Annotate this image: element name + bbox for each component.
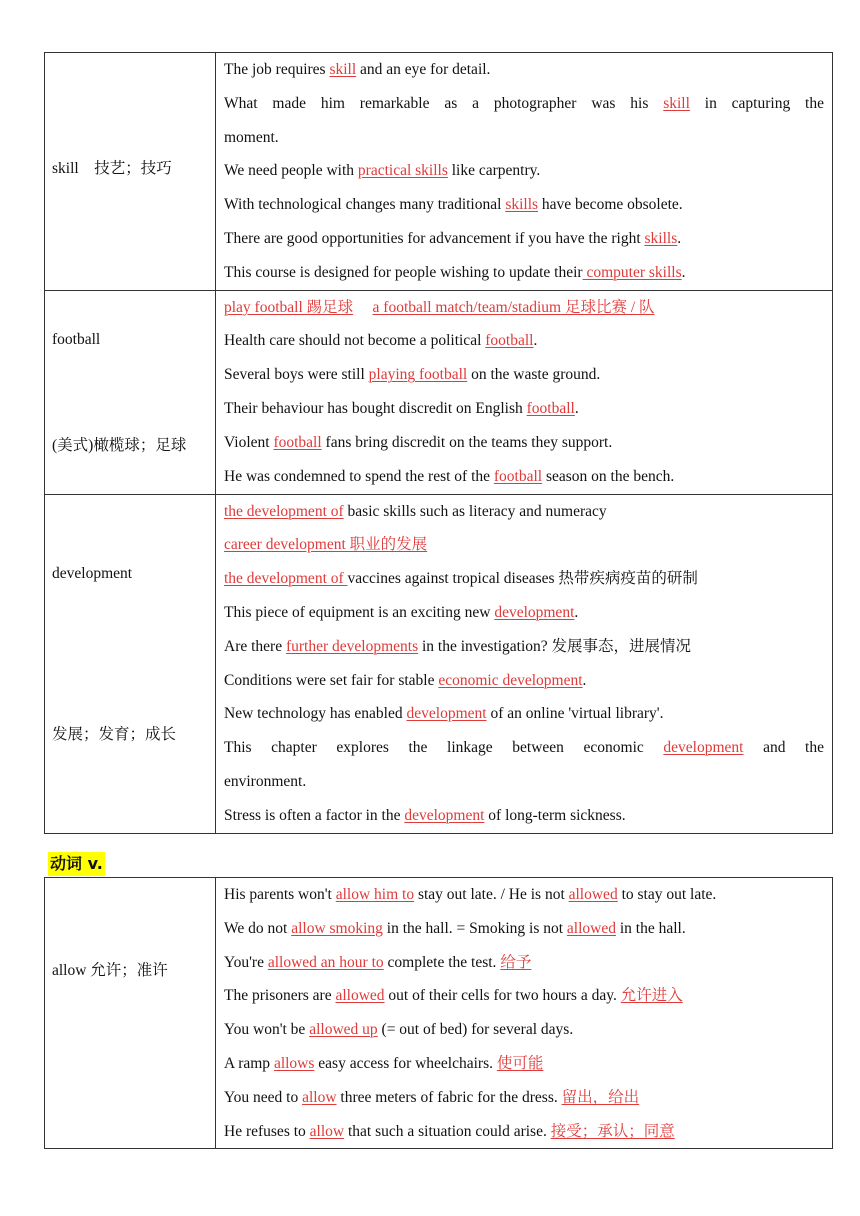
examples-cell: [216, 290, 833, 494]
table-row: [45, 53, 833, 291]
highlighted-phrase: allows: [273, 1054, 315, 1072]
sentence-text: and the: [743, 739, 824, 757]
highlighted-phrase: development: [406, 705, 487, 723]
example-sentence: [224, 562, 824, 596]
sentence-text: fans bring discredit on the teams they support.: [321, 433, 613, 451]
sentence-text: vaccines against tropical diseases 热带疾病疫苗的研制: [347, 570, 698, 588]
example-sentence: [224, 392, 824, 426]
example-sentence: [224, 1081, 824, 1115]
highlighted-phrase: skills: [644, 229, 678, 247]
highlighted-phrase: allow: [309, 1122, 345, 1140]
sentence-text: .: [582, 671, 587, 689]
highlighted-phrase: 留出，给出: [561, 1088, 640, 1106]
example-sentence: [224, 495, 824, 529]
highlighted-phrase: allowed: [335, 987, 385, 1005]
sentence-text: in capturing the: [689, 94, 824, 112]
sentence-text: You're: [224, 953, 268, 971]
sentence-text: easy access for wheelchairs.: [314, 1054, 497, 1072]
example-sentence: [224, 1047, 824, 1081]
table-row: [45, 494, 833, 833]
sentence-text: With technological changes many traditional: [224, 196, 506, 214]
highlighted-phrase: play football 踢足球: [224, 298, 354, 316]
sentence-text: The job requires: [224, 61, 330, 78]
sentence-text: Violent: [224, 433, 274, 451]
highlighted-phrase: a football match/team/stadium 足球比赛 / 队: [372, 298, 655, 316]
example-sentence: [224, 697, 824, 731]
sentence-text: Their behaviour has bought discredit on English: [224, 399, 527, 417]
highlighted-phrase: allowed an hour to: [267, 953, 384, 971]
highlighted-phrase: economic development: [438, 671, 583, 689]
highlighted-phrase: further developments: [285, 637, 419, 655]
sentence-text: in the hall.: [615, 919, 686, 937]
example-sentence: [224, 188, 824, 222]
sentence-text: You need to: [224, 1088, 303, 1106]
sentence-text: He refuses to: [224, 1122, 310, 1140]
sentence-text: We need people with: [224, 162, 358, 180]
examples-cell: [216, 878, 833, 1149]
term-label: development: [52, 564, 133, 582]
sentence-text: There are good opportunities for advancement if you have the right: [224, 229, 645, 247]
sentence-text: We do not: [224, 919, 292, 937]
sentence-text: in the hall. = Smoking is not: [382, 919, 567, 937]
highlighted-phrase: allow: [302, 1088, 337, 1106]
sentence-text: Are there: [224, 637, 286, 655]
highlighted-phrase: computer skills: [582, 263, 682, 281]
example-sentence: [224, 596, 824, 630]
sentence-text: in the investigation? 发展事态，进展情况: [418, 637, 692, 655]
sentence-text: New technology has enabled: [224, 705, 407, 723]
sentence-text: three meters of fabric for the dress.: [336, 1088, 562, 1106]
sentence-text: He was condemned to spend the rest of the: [224, 467, 494, 485]
highlighted-phrase: football: [273, 433, 322, 451]
sentence-text: Health care should not become a political: [224, 332, 486, 350]
example-sentence: [224, 946, 824, 980]
example-sentence: [224, 528, 824, 562]
sentence-text: The prisoners are: [224, 987, 336, 1005]
highlighted-phrase: 使可能: [496, 1054, 544, 1072]
highlighted-phrase: allow smoking: [291, 919, 383, 937]
highlighted-phrase: skills: [505, 196, 539, 214]
sentence-text: of an online 'virtual library'.: [486, 705, 664, 723]
example-sentence: [224, 426, 824, 460]
example-sentence: [224, 878, 824, 912]
sentence-text: moment.: [224, 128, 279, 146]
term-label: skill 技艺；技巧: [52, 160, 172, 177]
sentence-text: and an eye for detail.: [356, 61, 491, 78]
sentence-text: This chapter explores the linkage between economic: [224, 739, 664, 757]
sentence-text: like carpentry.: [447, 162, 541, 180]
highlighted-phrase: allowed: [568, 886, 618, 903]
highlighted-phrase: 给予: [500, 953, 532, 971]
highlighted-phrase: the development of: [224, 502, 344, 520]
section-label-verb: 动词 v.: [48, 852, 105, 876]
example-sentence: [224, 1115, 824, 1149]
example-sentence: [224, 87, 824, 121]
highlighted-phrase: 允许进入: [620, 987, 683, 1005]
example-sentence: [224, 154, 824, 188]
sentence-text: .: [677, 229, 682, 247]
examples-cell: [216, 494, 833, 833]
example-sentence: [224, 53, 824, 87]
sentence-text: environment.: [224, 772, 307, 790]
example-sentence: [224, 731, 824, 765]
highlighted-phrase: football: [493, 467, 543, 485]
example-sentence: [224, 664, 824, 698]
sentence-text: A ramp: [224, 1054, 274, 1072]
sentence-text: Several boys were still: [224, 366, 369, 384]
example-sentence: [224, 121, 824, 155]
example-sentence: [224, 979, 824, 1013]
sentence-text: Stress is often a factor in the: [224, 806, 405, 824]
highlighted-phrase: playing football: [368, 366, 468, 384]
sentence-text: of long-term sickness.: [484, 806, 626, 824]
sentence-text: to stay out late.: [617, 886, 717, 903]
example-sentence: [224, 765, 824, 799]
term-label: allow 允许；准许: [52, 962, 168, 979]
term-label: football: [52, 330, 101, 348]
sentence-text: complete the test.: [383, 953, 501, 971]
highlighted-phrase: 接受；承认；同意: [550, 1122, 675, 1140]
term-cell: [45, 53, 216, 291]
examples-cell: [216, 53, 833, 291]
highlighted-phrase: allowed up: [309, 1021, 378, 1039]
term-meaning: (美式)橄榄球；足球: [52, 436, 187, 454]
sentence-text: You won't be: [224, 1021, 310, 1039]
sentence-text: .: [574, 399, 579, 417]
sentence-text: basic skills such as literacy and numeracy: [343, 502, 607, 520]
term-meaning: 发展；发育；成长: [52, 725, 177, 743]
example-sentence: [224, 358, 824, 392]
example-sentence: [224, 630, 824, 664]
sentence-text: have become obsolete.: [538, 196, 683, 214]
sentence-text: that such a situation could arise.: [344, 1122, 551, 1140]
highlighted-phrase: allowed: [566, 919, 616, 937]
highlighted-phrase: practical skills: [357, 162, 448, 180]
example-sentence: [224, 912, 824, 946]
highlighted-phrase: football: [485, 332, 534, 350]
sentence-text: out of their cells for two hours a day.: [384, 987, 621, 1005]
example-sentence: [224, 324, 824, 358]
highlighted-phrase: skill: [663, 94, 690, 112]
highlighted-phrase: career development 职业的发展: [224, 536, 428, 554]
sentence-text: season on the bench.: [542, 467, 675, 485]
sentence-text: This piece of equipment is an exciting new: [224, 603, 495, 621]
example-sentence: [224, 799, 824, 833]
term-cell: [45, 290, 216, 494]
sentence-text: .: [574, 603, 579, 621]
sentence-text: .: [681, 263, 686, 281]
table-row: [45, 290, 833, 494]
table-row: [45, 878, 833, 1149]
sentence-text: on the waste ground.: [467, 366, 601, 384]
sentence-text: This course is designed for people wishing to update their: [224, 263, 583, 281]
sentence-text: His parents won't: [224, 886, 336, 903]
sentence-text: [353, 299, 372, 316]
highlighted-phrase: development: [404, 806, 485, 824]
highlighted-phrase: football: [526, 399, 575, 417]
term-cell: [45, 878, 216, 1149]
highlighted-phrase: skill: [329, 61, 357, 78]
example-sentence: [224, 256, 824, 290]
sentence-text: Conditions were set fair for stable: [224, 671, 439, 689]
example-sentence: [224, 460, 824, 494]
highlighted-phrase: the development of: [224, 570, 348, 588]
vocab-table-nouns: [44, 52, 833, 834]
sentence-text: (= out of bed) for several days.: [377, 1021, 574, 1039]
sentence-text: stay out late. / He is not: [414, 886, 569, 903]
vocab-table-verbs: [44, 877, 833, 1149]
highlighted-phrase: development: [494, 603, 575, 621]
example-sentence: [224, 291, 824, 325]
highlighted-phrase: allow him to: [335, 886, 415, 903]
example-sentence: [224, 222, 824, 256]
sentence-text: What made him remarkable as a photographer was his: [224, 94, 664, 112]
highlighted-phrase: development: [663, 739, 744, 757]
term-cell: [45, 494, 216, 833]
example-sentence: [224, 1013, 824, 1047]
sentence-text: .: [533, 332, 538, 350]
